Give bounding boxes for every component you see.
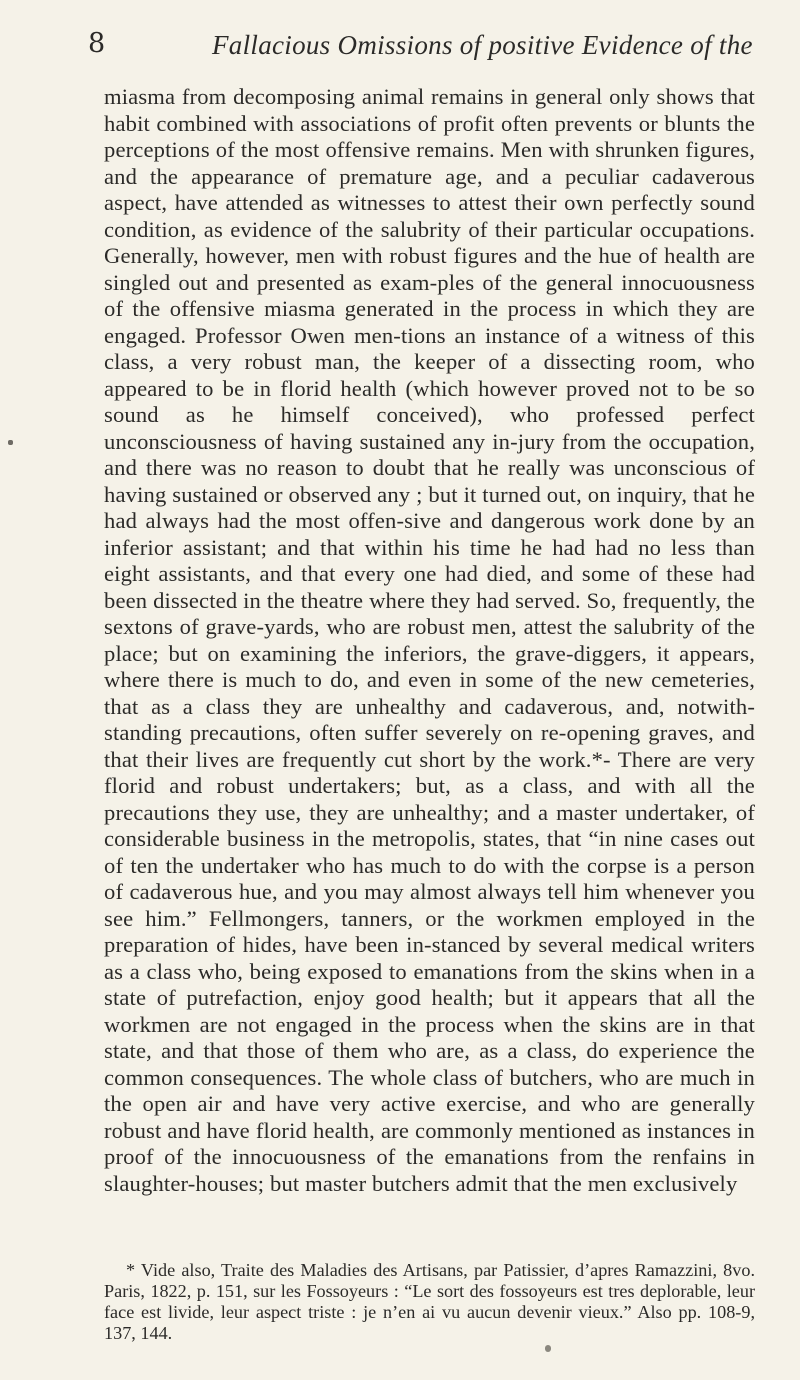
page-number: 8 bbox=[88, 28, 106, 59]
body-text bbox=[104, 84, 755, 1197]
running-title: Fallacious Omissions of positive Evidence of the bbox=[212, 30, 753, 60]
body-paragraph: miasma from decomposing animal remains in general only shows that habit combined with associations of profit often prevents or blunts the perceptions of the most offensive remains. Men with shrunken figures, and the appearance of premature age, and a peculiar cadaverous aspect, have attended as witnesses to attest their own perfectly sound condition, as evidence of the salubrity of their particular occupations. Generally, however, men with robust figures and the hue of health are singled out and presented as exam-ples of the general innocuousness of the offensive miasma generated in the process in which they are engaged. Professor Owen men-tions an instance of a witness of this class, a very robust man, the keeper of a dissecting room, who appeared to be in florid health (which however proved not to be so sound as he himself conceived), who professed perfect unconsciousness of having sustained any in-jury from the occupation, and there was no reason to doubt that he really was unconscious of having sustained or observed any ; but it turned out, on inquiry, that he had always had the most offen-sive and dangerous work done by an inferior assistant; and that within his time he had had no less than eight assistants, and that every one had died, and some of these had been dissected in the theatre where they had served. So, frequently, the sextons of grave-yards, who are robust men, attest the salubrity of the place; but on examining the inferiors, the grave-diggers, it appears, where there is much to do, and even in some of the new cemeteries, that as a class they are unhealthy and cadaverous, and, notwith-standing precautions, often suffer severely on re-opening graves, and that their lives are frequently cut short by the work.*- There are very florid and robust undertakers; but, as a class, and with all the precautions they use, they are unhealthy; and a master undertaker, of considerable business in the metropolis, states, that “in nine cases out of ten the undertaker who has much to do with the corpse is a person of cadaverous hue, and you may almost always tell him whenever you see him.” Fellmongers, tanners, or the workmen employed in the preparation of hides, have been in-stanced by several medical writers as a class who, being exposed to emanations from the skins when in a state of putrefaction, enjoy good health; but it appears that all the workmen are not engaged in the process when the skins are in that state, and that those of them who are, as a class, do experience the common consequences. The whole class of butchers, who are much in the open air and have very active exercise, and who are generally robust and have florid health, are commonly mentioned as instances in proof of the innocuousness of the emanations from the renfains in slaughter-houses; but master butchers admit that the men exclusively bbox=[104, 84, 755, 1196]
margin-speck bbox=[8, 440, 13, 445]
running-header bbox=[0, 28, 800, 68]
bottom-speck bbox=[545, 1345, 551, 1352]
footnote bbox=[104, 1260, 755, 1344]
footnote-text: * Vide also, Traite des Maladies des Artisans, par Patissier, d’apres Ramazzini, 8vo. Paris, 1822, p. 151, sur les Fossoyeurs : “Le sort des fossoyeurs est tres deplorable, leur face est livide, leur aspect triste : je n’en ai vu aucun devenir vieux.” Also pp. 108-9, 137, 144. bbox=[104, 1260, 755, 1343]
